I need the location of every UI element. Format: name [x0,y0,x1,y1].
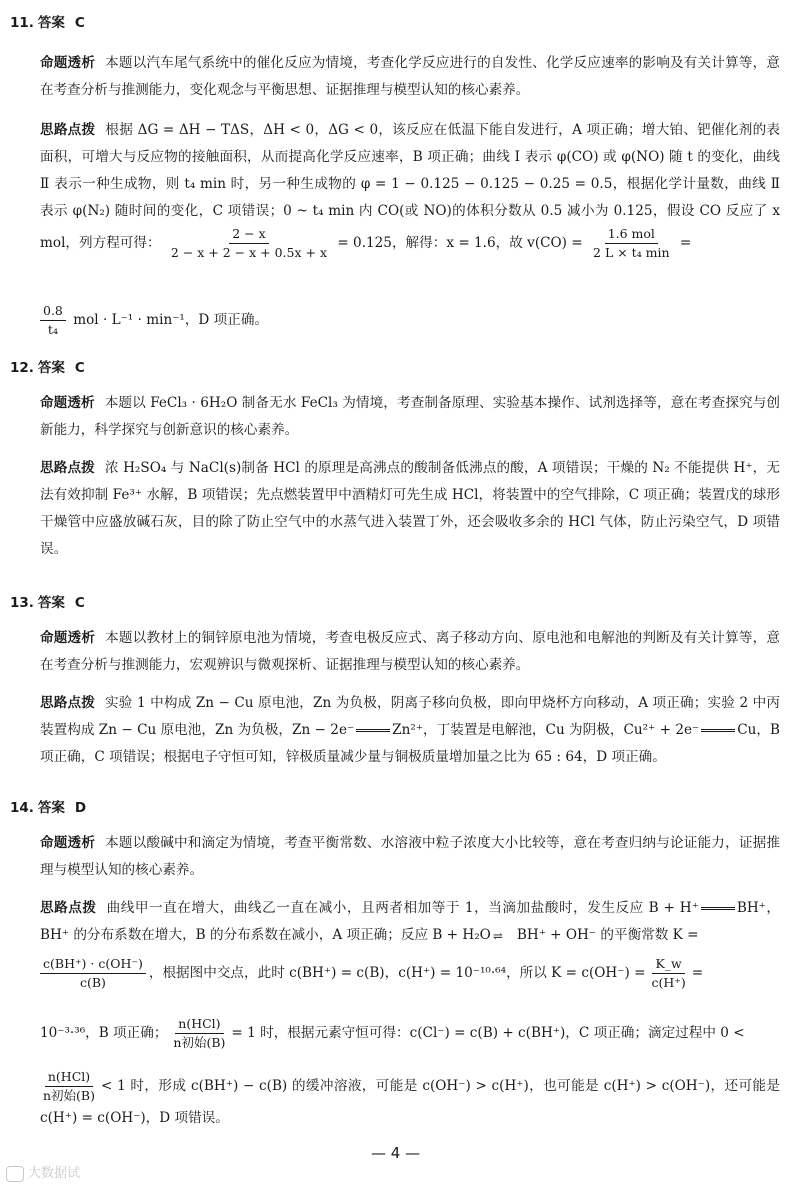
intent-text: 本题以 FeCl₃ · 6H₂O 制备无水 FeCl₃ 为情境，考查制备原理、实验基本操作、试剂选择等，意在考查探究与创新能力，科学探究与创新意识的核心素养。 [40,395,780,438]
hint-text-a: 实验 1 中构成 Zn − Cu 原电池，Zn 为负极，阴离子移向负极，即向甲烧杯方向移动，A 项正确；实验 2 中丙装置构成 Zn − Cu 原电池，Zn 为负极，Zn − 2e⁻ [40,695,780,738]
fraction-kw [648,955,688,992]
question-14-hint-cont-2 [40,1015,780,1052]
intent-text: 本题以酸碱中和滴定为情境，考查平衡常数、水溶液中粒子浓度大小比较等，意在考查归纳与论证能力，证据推理与模型认知的核心素养。 [40,835,780,878]
fraction-numerator: 1.6 mol [605,225,658,244]
equals-arrow [701,729,735,732]
question-14-hint-cont-3 [40,1068,780,1132]
fraction-denominator: 2 − x + 2 − x + 0.5x + x [170,245,327,260]
reversible-arrow-icon: ⇌ [492,928,503,943]
hint-label: 思路点拨 [40,460,95,476]
answer-label: 答案 [37,360,65,376]
watermark-logo-icon [6,1166,24,1182]
hint-text-a: 根据 ΔG = ΔH − TΔS，ΔH < 0，ΔG < 0，该反应在低温下能自发进行，A 项正确；增大铂、钯催化剂的表面积，可增大与反应物的接触面积，从而提高化学反应速率，B 项正确；曲线 Ⅰ 表示 φ(CO) 或 φ(NO) 随 t 的变化，曲线 Ⅱ 表示一种生成物，则 t₄ min 时，另一种生成物的 φ = 1 − 0.125 − 0.125 − 0.25 = 0.5，根据化学计量数，曲线 Ⅱ 表示 φ(N₂) 随时间的变化，C 项错误；0 ~ t₄ min 内 CO(或 NO)的体积分数从 0.5 减小为 0.125，假设 CO 反应了 x mol，列方程可得： [40,122,781,251]
hint-text-b: Zn²⁺，丁装置是电解池，Cu 为阴极，Cu²⁺ + 2e⁻ [392,722,700,738]
hint-label: 思路点拨 [40,695,96,711]
fraction-numerator: 0.8 [40,302,66,321]
question-12-intent [40,390,780,444]
intent-label: 命题透析 [40,395,95,411]
fraction-rate [590,225,673,262]
watermark [6,1160,80,1187]
answer-letter: C [74,595,85,611]
fraction-numerator: c(BH⁺) · c(OH⁻) [40,955,146,974]
question-11-intent [40,50,780,104]
hint-text-c: Cu，B 项正确，C 项错误；根据电子守恒可知，锌极质量减少量与铜极质量增加量之比为 65 : 64，D 项正确。 [40,722,780,765]
question-number: 13. [10,595,34,611]
question-14-answer-line [10,795,86,822]
fraction-result [40,302,66,339]
equals-arrow [356,729,390,732]
fraction-n-ratio [170,1015,228,1052]
question-14-hint-cont-1 [40,955,780,992]
question-11-hint-cont [40,302,780,339]
answer-letter: C [74,360,85,376]
hint-text-e: = [691,965,704,981]
answer-letter: D [74,800,87,816]
equals-arrow [701,907,735,910]
answer-label: 答案 [37,800,65,816]
question-number: 12. [10,360,34,376]
fraction-denominator: 2 L × t₄ min [593,245,670,260]
hint-text-g: = 1 时，根据元素守恒可得：c(Cl⁻) = c(B) + c(BH⁺)，C 项正确；滴定过程中 0 < [231,1025,745,1041]
intent-label: 命题透析 [40,55,96,71]
hint-text-a: 曲线甲一直在增大，曲线乙一直在减小，且两者相加等于 1，当滴加盐酸时，发生反应 B + H⁺ [106,900,699,916]
hint-label: 思路点拨 [40,122,96,138]
hint-text: 浓 H₂SO₄ 与 NaCl(s)制备 HCl 的原理是高沸点的酸制备低沸点的酸，A 项错误；干燥的 N₂ 不能提供 H⁺，无法有效抑制 Fe³⁺ 水解，B 项错误；先点燃装置甲中酒精灯可先生成 HCl，将装置中的空气排除，C 项正确；装置戊的球形干燥管中应盛放碱石灰，目的除了防止空气中的水蒸气进入装置丁外，还会吸收多余的 HCl 气体，防止污染空气，D 项错误。 [40,460,781,557]
fraction-denominator: n初始(B) [173,1035,226,1050]
hint-text-b: BH⁺，BH⁺ 的分布系数在增大，B 的分布系数在减小，A 项正确；反应 B + H₂O [40,900,780,943]
watermark-text: 大数据试 [28,1166,81,1181]
fraction-numerator: K_w [652,955,684,974]
answer-label: 答案 [37,595,65,611]
hint-text-d: mol · L⁻¹ · min⁻¹，D 项正确。 [73,312,269,328]
fraction-numerator: n(HCl) [175,1015,223,1034]
fraction-x [168,225,330,262]
question-13-hint [40,690,780,771]
question-14-hint [40,895,780,949]
intent-text: 本题以教材上的铜锌原电池为情境，考查电极反应式、离子移动方向、原电池和电解池的判断及有关计算等，意在考查分析与推测能力，宏观辨识与微观探析、证据推理与模型认知的核心素养。 [40,630,780,673]
page-number: — 4 — [370,1144,421,1162]
hint-text-c: BH⁺ + OH⁻ 的平衡常数 K = [516,927,699,943]
fraction-denominator: n初始(B) [43,1088,95,1103]
hint-text-c: = [679,235,692,251]
question-number: 14. [10,800,34,816]
hint-text-h: < 1 时，形成 c(BH⁺) − c(B) 的缓冲溶液，可能是 c(OH⁻) > c(H⁺)，也可能是 c(H⁺) > c(OH⁻)，还可能是 c(H⁺) = c(OH⁻)，D 项错误。 [40,1078,780,1126]
fraction-denominator: c(B) [79,975,106,990]
fraction-numerator: n(HCl) [45,1068,93,1087]
hint-label: 思路点拨 [40,900,97,916]
fraction-k [40,955,146,992]
question-12-hint [40,455,780,563]
question-11-hint [40,117,780,262]
question-13-intent [40,625,780,679]
question-14-intent [40,830,780,884]
hint-text-f: 10⁻³·³⁶，B 项正确； [40,1025,168,1041]
fraction-numerator: 2 − x [229,225,268,244]
answer-label: 答案 [37,15,65,31]
hint-text-b: = 0.125，解得：x = 1.6，故 v(CO) = [337,235,583,251]
fraction-n-ratio-2 [40,1068,98,1105]
intent-text: 本题以汽车尾气系统中的催化反应为情境，考查化学反应进行的自发性、化学反应速率的影响及有关计算等，意在考查分析与推测能力，变化观念与平衡思想、证据推理与模型认知的核心素养。 [40,55,780,98]
fraction-denominator: t₄ [47,322,58,337]
question-13-answer-line [10,590,85,617]
hint-text-d: ，根据图中交点，此时 c(BH⁺) = c(B)，c(H⁺) = 10⁻¹⁰·⁶⁴，所以 K = c(OH⁻) = [148,965,646,981]
fraction-denominator: c(H⁺) [651,975,686,990]
answer-letter: C [74,15,85,31]
intent-label: 命题透析 [40,835,96,851]
question-11-answer-line [10,10,85,37]
question-number: 11. [10,15,34,31]
intent-label: 命题透析 [40,630,96,646]
question-12-answer-line [10,355,85,382]
